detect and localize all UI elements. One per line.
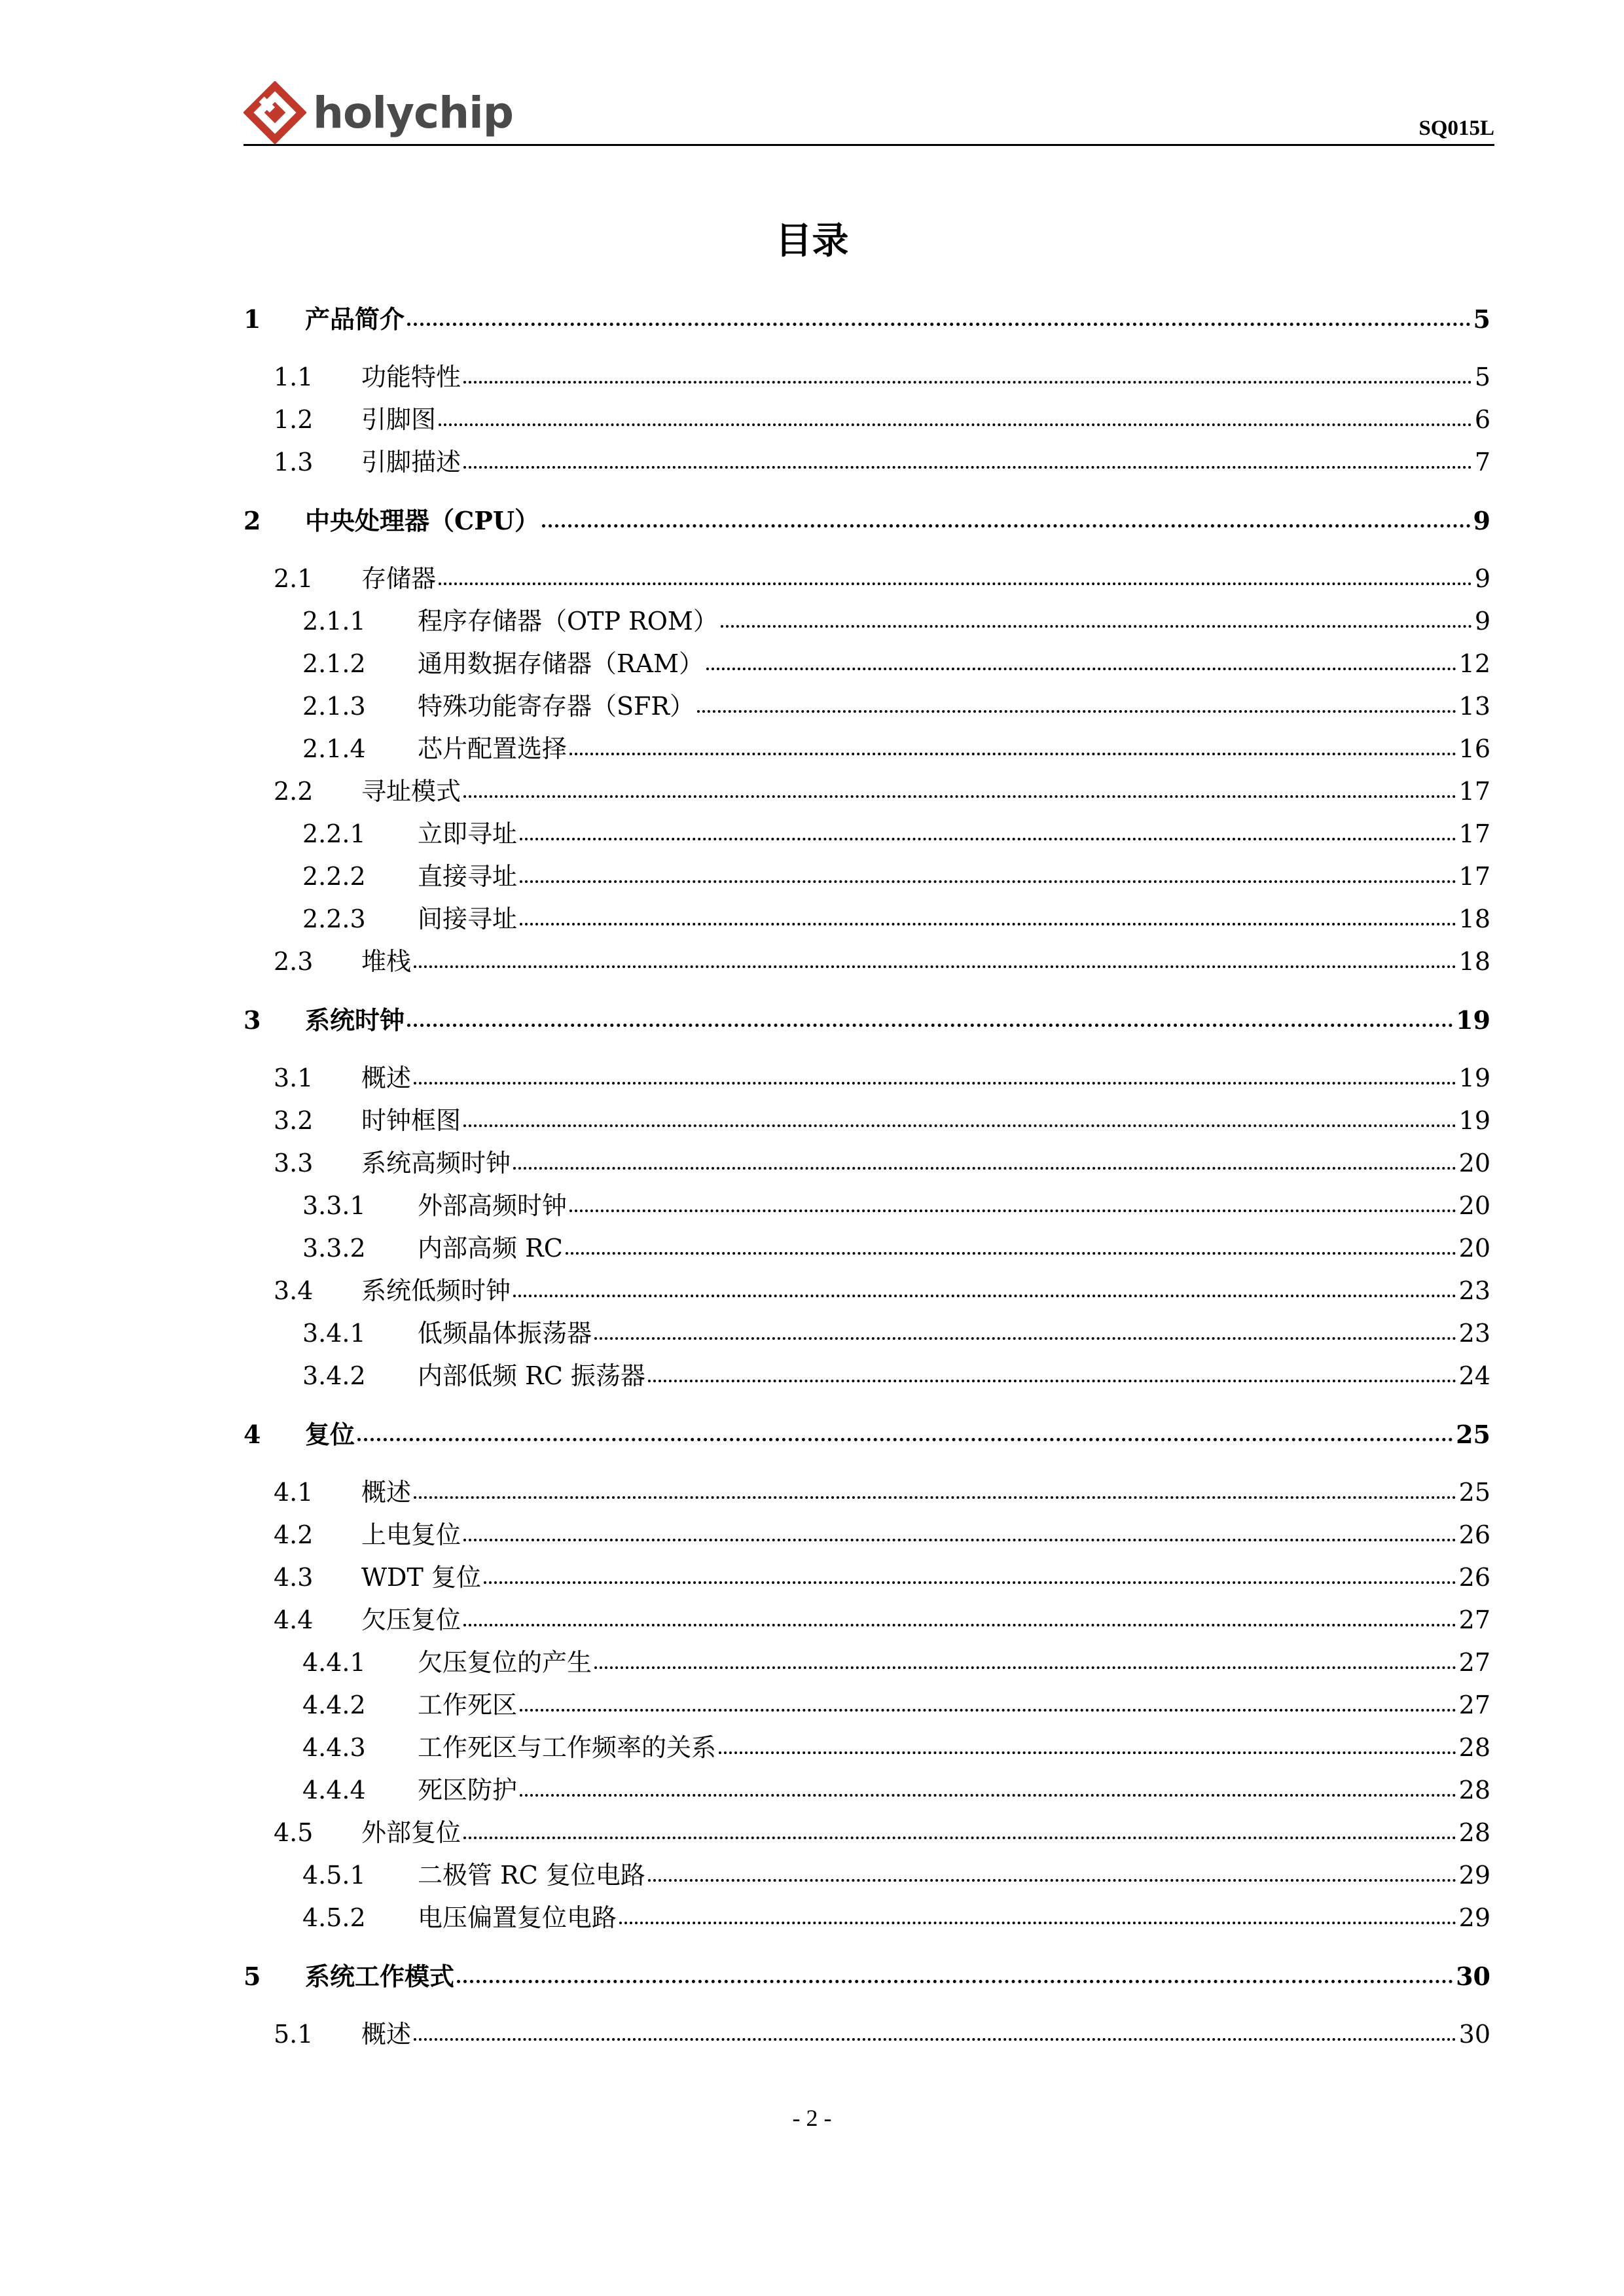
toc-entry-title: 立即寻址: [418, 819, 518, 848]
toc-entry-number: 2: [244, 506, 261, 535]
toc-entry[interactable]: [244, 1599, 1490, 1641]
toc-entry[interactable]: [244, 298, 1490, 340]
toc-entry[interactable]: [244, 770, 1490, 813]
toc-dot-leader: [513, 1295, 1456, 1297]
toc-dot-leader: [619, 1922, 1456, 1924]
toc-entry[interactable]: [244, 1185, 1490, 1227]
toc-entry-page: 9: [1473, 506, 1490, 535]
toc-entry[interactable]: [244, 813, 1490, 855]
toc-entry[interactable]: [244, 1355, 1490, 1397]
toc-entry[interactable]: [244, 1100, 1490, 1142]
toc-entry-page: 30: [1458, 2020, 1490, 2049]
toc-dot-leader: [463, 1124, 1456, 1127]
toc-entry-number: 4.4.1: [302, 1648, 366, 1677]
toc-entry[interactable]: [244, 1684, 1490, 1727]
toc-entry-page: 7: [1474, 448, 1490, 476]
toc-entry-page: 25: [1458, 1478, 1490, 1507]
toc-entry-title: 存储器: [361, 564, 437, 593]
toc-dot-leader: [520, 880, 1456, 883]
toc-entry-title: 低频晶体振荡器: [418, 1319, 592, 1348]
toc-dot-leader: [463, 1624, 1456, 1626]
toc-entry-title: 程序存储器（OTP ROM）: [418, 607, 718, 636]
toc-entry[interactable]: [244, 1057, 1490, 1100]
toc-entry-number: 2.1.2: [302, 649, 366, 678]
toc-entry-title: 工作死区: [418, 1691, 518, 1719]
toc-entry-page: 29: [1458, 1861, 1490, 1890]
toc-dot-leader: [566, 1252, 1456, 1255]
toc-entry-page: 19: [1456, 1005, 1490, 1035]
toc-dot-leader: [414, 1496, 1456, 1499]
toc-entry-page: 16: [1458, 734, 1490, 763]
toc-entry-title: 时钟框图: [361, 1106, 461, 1135]
toc-entry-title: 寻址模式: [361, 777, 461, 806]
toc-entry-number: 3.3: [274, 1149, 314, 1177]
model-number: SQ015L: [1418, 117, 1494, 140]
toc-entry[interactable]: [244, 1270, 1490, 1312]
toc-entry[interactable]: [244, 600, 1490, 643]
toc-entry-title: 欠压复位: [361, 1605, 461, 1634]
toc-entry-title: 概述: [361, 2020, 412, 2049]
toc-entry-page: 19: [1458, 1064, 1490, 1092]
toc-entry-number: 2.1.4: [302, 734, 366, 763]
toc-entry-number: 4.5.1: [302, 1861, 366, 1890]
toc-dot-leader: [513, 1167, 1456, 1170]
toc-entry[interactable]: [244, 399, 1490, 441]
toc-entry-title: 工作死区与工作频率的关系: [418, 1733, 717, 1762]
toc-entry[interactable]: [244, 1897, 1490, 1939]
toc-entry-title: 通用数据存储器（RAM）: [418, 649, 704, 678]
toc-entry-number: 4.5.2: [302, 1903, 366, 1932]
toc-entry-page: 27: [1458, 1691, 1490, 1719]
toc-entry[interactable]: [244, 1727, 1490, 1769]
toc-entry-page: 23: [1458, 1276, 1490, 1305]
toc-entry-title: 外部高频时钟: [418, 1191, 568, 1220]
toc-entry-page: 20: [1458, 1191, 1490, 1220]
toc-entry-number: 4.2: [274, 1520, 314, 1549]
toc-entry[interactable]: [244, 1227, 1490, 1270]
toc-entry-page: 26: [1458, 1520, 1490, 1549]
toc-entry-number: 1: [244, 304, 261, 334]
toc-entry[interactable]: [244, 855, 1490, 898]
toc-entry-page: 29: [1458, 1903, 1490, 1932]
toc-entry-title: 芯片配置选择: [418, 734, 568, 763]
toc-entry[interactable]: [244, 1955, 1490, 1998]
toc-entry[interactable]: [244, 1641, 1490, 1684]
toc-entry-title: 内部高频 RC: [418, 1234, 563, 1263]
toc-dot-leader: [457, 1980, 1453, 1983]
toc-entry-page: 12: [1458, 649, 1490, 678]
holychip-logo-mark-icon: [244, 81, 306, 144]
toc-dot-leader: [706, 668, 1456, 670]
page-number: - 2 -: [792, 2105, 832, 2131]
toc-entry-title: 上电复位: [361, 1520, 461, 1549]
toc-entry[interactable]: [244, 999, 1490, 1041]
toc-entry-number: 3.3.2: [302, 1234, 366, 1263]
toc-entry-number: 1.2: [274, 405, 314, 434]
toc-entry-title: 功能特性: [361, 363, 461, 391]
toc-entry-page: 28: [1458, 1776, 1490, 1804]
toc-dot-leader: [542, 524, 1471, 528]
header-divider: [244, 144, 1494, 146]
toc-entry-number: 2.1.1: [302, 607, 366, 636]
toc-dot-leader: [414, 2038, 1456, 2041]
toc-entry-number: 3: [244, 1005, 261, 1035]
toc-entry-page: 19: [1458, 1106, 1490, 1135]
toc-entry-number: 3.4.1: [302, 1319, 366, 1348]
toc-entry-number: 4: [244, 1420, 261, 1449]
toc-entry-page: 13: [1458, 692, 1490, 721]
toc-entry-title: 系统时钟: [305, 1005, 405, 1035]
toc-entry-page: 27: [1458, 1605, 1490, 1634]
table-of-contents: [244, 298, 1490, 2056]
toc-entry-page: 24: [1458, 1361, 1490, 1390]
toc-dot-leader: [648, 1879, 1456, 1882]
toc-entry[interactable]: [244, 2013, 1490, 2056]
toc-entry-number: 5.1: [274, 2020, 314, 2049]
toc-entry-title: 引脚描述: [361, 448, 461, 476]
toc-dot-leader: [569, 753, 1456, 755]
toc-entry-number: 3.4: [274, 1276, 314, 1305]
toc-entry-title: 外部复位: [361, 1818, 461, 1847]
toc-entry-number: 4.3: [274, 1563, 314, 1592]
toc-entry[interactable]: [244, 441, 1490, 484]
toc-entry-number: 2.2.1: [302, 819, 366, 848]
toc-entry-page: 17: [1458, 819, 1490, 848]
toc-entry-page: 28: [1458, 1733, 1490, 1762]
toc-entry-number: 5: [244, 1962, 261, 1991]
toc-entry-page: 9: [1474, 607, 1490, 636]
toc-entry-page: 30: [1456, 1962, 1490, 1991]
toc-entry-number: 3.3.1: [302, 1191, 366, 1220]
toc-entry[interactable]: [244, 1556, 1490, 1599]
toc-entry[interactable]: [244, 898, 1490, 941]
toc-entry-page: 5: [1473, 304, 1490, 334]
toc-entry[interactable]: [244, 1312, 1490, 1355]
toc-entry-number: 1.1: [274, 363, 314, 391]
toc-entry-title: 死区防护: [418, 1776, 518, 1804]
toc-dot-leader: [721, 625, 1472, 628]
toc-entry[interactable]: [244, 1854, 1490, 1897]
toc-entry-title: 产品简介: [305, 304, 405, 334]
toc-entry-title: 堆栈: [361, 947, 412, 976]
toc-title: 目录: [775, 219, 849, 262]
toc-entry-number: 2.2.3: [302, 905, 366, 933]
toc-entry-title: 欠压复位的产生: [418, 1648, 592, 1677]
toc-entry-page: 26: [1458, 1563, 1490, 1592]
toc-entry[interactable]: [244, 499, 1490, 542]
toc-entry[interactable]: [244, 1413, 1490, 1456]
toc-dot-leader: [439, 583, 1472, 585]
toc-dot-leader: [569, 1210, 1456, 1212]
toc-entry-page: 25: [1456, 1420, 1490, 1449]
toc-entry-number: 3.1: [274, 1064, 314, 1092]
toc-entry-number: 1.3: [274, 448, 314, 476]
toc-dot-leader: [463, 1539, 1456, 1541]
toc-entry-title: WDT 复位: [361, 1563, 481, 1592]
toc-entry-number: 4.4: [274, 1605, 314, 1634]
toc-entry-number: 2.1: [274, 564, 314, 593]
toc-entry-page: 27: [1458, 1648, 1490, 1677]
toc-dot-leader: [407, 1024, 1453, 1027]
toc-dot-leader: [594, 1666, 1456, 1669]
toc-entry-title: 直接寻址: [418, 862, 518, 891]
toc-entry[interactable]: [244, 685, 1490, 728]
toc-entry-title: 系统高频时钟: [361, 1149, 511, 1177]
toc-entry[interactable]: [244, 558, 1490, 600]
toc-dot-leader: [463, 381, 1472, 384]
toc-entry-title: 系统低频时钟: [361, 1276, 511, 1305]
toc-entry-page: 20: [1458, 1149, 1490, 1177]
toc-entry-number: 2.2: [274, 777, 314, 806]
toc-dot-leader: [407, 323, 1471, 326]
toc-entry-page: 6: [1474, 405, 1490, 434]
toc-entry-title: 电压偏置复位电路: [418, 1903, 617, 1932]
toc-entry-number: 4.4.4: [302, 1776, 366, 1804]
toc-entry[interactable]: [244, 1471, 1490, 1514]
toc-entry-number: 4.4.2: [302, 1691, 366, 1719]
toc-entry-page: 5: [1474, 363, 1490, 391]
toc-dot-leader: [594, 1337, 1456, 1340]
toc-entry-title: 二极管 RC 复位电路: [418, 1861, 645, 1890]
toc-entry-title: 复位: [305, 1420, 355, 1449]
toc-entry-number: 4.1: [274, 1478, 314, 1507]
toc-entry-number: 4.5: [274, 1818, 314, 1847]
toc-dot-leader: [463, 1837, 1456, 1839]
toc-entry-title: 引脚图: [361, 405, 437, 434]
toc-dot-leader: [357, 1438, 1453, 1441]
toc-entry-page: 17: [1458, 777, 1490, 806]
toc-entry-title: 特殊功能寄存器（SFR）: [418, 692, 695, 721]
toc-entry-page: 17: [1458, 862, 1490, 891]
toc-entry[interactable]: [244, 1812, 1490, 1854]
toc-entry-page: 18: [1458, 947, 1490, 976]
logo-text: holychip: [313, 87, 513, 138]
toc-entry-title: 间接寻址: [418, 905, 518, 933]
toc-dot-leader: [520, 1794, 1456, 1797]
holychip-logo: [244, 80, 513, 145]
toc-entry[interactable]: [244, 356, 1490, 399]
toc-dot-leader: [463, 466, 1472, 469]
toc-entry-page: 28: [1458, 1818, 1490, 1847]
toc-entry[interactable]: [244, 1142, 1490, 1185]
toc-entry-title: 概述: [361, 1478, 412, 1507]
toc-entry-page: 18: [1458, 905, 1490, 933]
toc-entry-number: 3.4.2: [302, 1361, 366, 1390]
toc-entry-number: 2.1.3: [302, 692, 366, 721]
toc-entry[interactable]: [244, 643, 1490, 685]
toc-entry-number: 2.2.2: [302, 862, 366, 891]
toc-entry-title: 中央处理器（CPU）: [305, 506, 539, 535]
toc-dot-leader: [520, 838, 1456, 840]
toc-entry-title: 内部低频 RC 振荡器: [418, 1361, 645, 1390]
toc-entry[interactable]: [244, 1769, 1490, 1812]
toc-entry-number: 4.4.3: [302, 1733, 366, 1762]
toc-dot-leader: [463, 795, 1456, 798]
toc-dot-leader: [648, 1380, 1456, 1382]
toc-dot-leader: [719, 1751, 1456, 1754]
toc-entry-title: 系统工作模式: [305, 1962, 455, 1991]
toc-entry-page: 23: [1458, 1319, 1490, 1348]
toc-entry-number: 3.2: [274, 1106, 314, 1135]
toc-entry[interactable]: [244, 941, 1490, 983]
toc-dot-leader: [520, 1709, 1456, 1712]
toc-entry-page: 20: [1458, 1234, 1490, 1263]
toc-entry[interactable]: [244, 728, 1490, 770]
toc-dot-leader: [414, 1082, 1456, 1085]
toc-dot-leader: [414, 965, 1456, 968]
toc-entry-number: 2.3: [274, 947, 314, 976]
toc-entry-page: 9: [1474, 564, 1490, 593]
page-header: [244, 73, 1494, 147]
toc-dot-leader: [484, 1581, 1456, 1584]
toc-entry-title: 概述: [361, 1064, 412, 1092]
toc-dot-leader: [439, 423, 1472, 426]
toc-dot-leader: [520, 923, 1456, 925]
toc-dot-leader: [697, 710, 1456, 713]
toc-entry[interactable]: [244, 1514, 1490, 1556]
